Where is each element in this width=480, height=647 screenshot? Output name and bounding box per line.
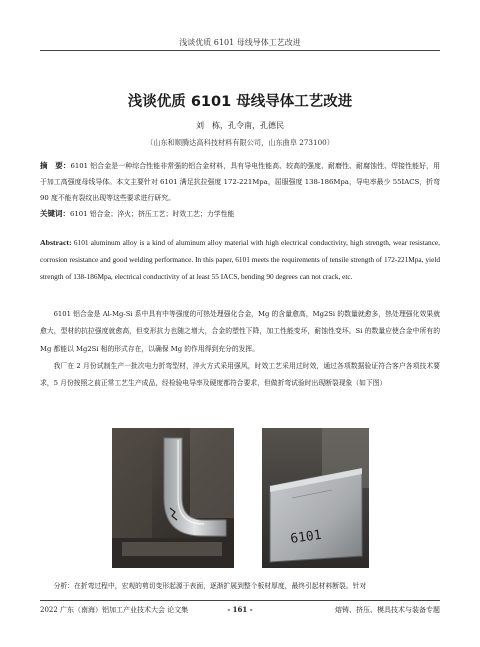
fracture-section-photo	[262, 428, 369, 568]
abstract-zh	[40, 158, 440, 206]
profile-marking: 6101	[289, 527, 323, 547]
body-paragraph: 我厂在 2 月份试制生产一批次电力折弯型材，淬火方式采用强风，时效工艺采用过时效，通过各项数据验证符合客户各项技术要求，5 月份按照之前正常工艺生产成品，经检验电导率及硬度都符合要求，但做折弯试验时出现断裂现象（如下图）	[40, 362, 440, 388]
abstract-en-label: Abstract:	[40, 238, 72, 247]
abstract-en-text: 6101 aluminum alloy is a kind of aluminum alloy material with high electrical conductivity, high strength, wear resistance, corrosion resistance and good welding performance. In this paper, 6101 meets the requirements of tensile strength of 172-221Mpa, yield strength of 138-186Mpa, electrical conductivity of at least 55 IACS, bending 90 degrees can not crack, etc.	[40, 238, 440, 281]
affiliation: （山东和顺腾达高科技材料有限公司，山东曲阜 273100）	[146, 138, 334, 147]
running-head: 浅谈优质 6101 母线导体工艺改进	[179, 38, 301, 47]
abstract-en	[40, 234, 440, 285]
keywords-zh-label: 关键词：	[40, 209, 70, 218]
footer-topic: 熔铸、挤压、模具技术与装备专题	[335, 606, 440, 614]
body-paragraph: 6101 铝合金是 Al-Mg-Si 系中具有中等强度的可热处理强化合金，Mg 的含量愈高，Mg2Si 的数量就愈多，热处理强化效果就愈大，型材的抗拉强度就愈高，但变形抗力也随之增大，合金的塑性下降，加工性能变坏，耐蚀性变坏。Si 的数量应使合金中所有的 Mg 都能以 Mg2Si 相的形式存在，以确保 Mg 的作用得到充分的发挥。	[40, 310, 440, 353]
body-paragraph: 分析：在折弯过程中，宏观的剪切变形起源于表面，逐渐扩展到整个板材厚度，最终引起材料断裂。针对	[53, 582, 367, 590]
fracture-section-image	[262, 428, 369, 568]
keywords-zh	[40, 208, 440, 220]
page-number: - 161 -	[227, 605, 253, 614]
paper-title: 浅谈优质 6101 母线导体工艺改进	[127, 94, 353, 110]
header-rule	[40, 50, 440, 51]
footer-rule	[40, 600, 440, 601]
footer-conference: 2022 广东（南海）铝加工产业技术大会 论文集	[40, 606, 189, 614]
bent-profile-image	[112, 428, 234, 568]
abstract-zh-text: 6101 铝合金是一种综合性能非常强的铝合金材料，具有导电性能高、较高的强度、耐磨性、耐腐蚀性、焊接性能好，用于加工高强度母线导体。本文主要针对 6101 满足抗拉强度 172-221Mpa，屈服强度 138-186Mpa，导电率最少 55IACS，折弯 90 度不能有裂纹出现等这些要求进行研究。	[40, 162, 441, 202]
bent-profile-photo	[112, 428, 234, 568]
abstract-zh-label: 摘 要：	[40, 161, 71, 170]
keywords-zh-text: 6101 铝合金；淬火；挤压工艺；时效工艺；力学性能	[70, 210, 235, 218]
authors: 刘 栋，孔令南，孔德民	[196, 121, 284, 130]
